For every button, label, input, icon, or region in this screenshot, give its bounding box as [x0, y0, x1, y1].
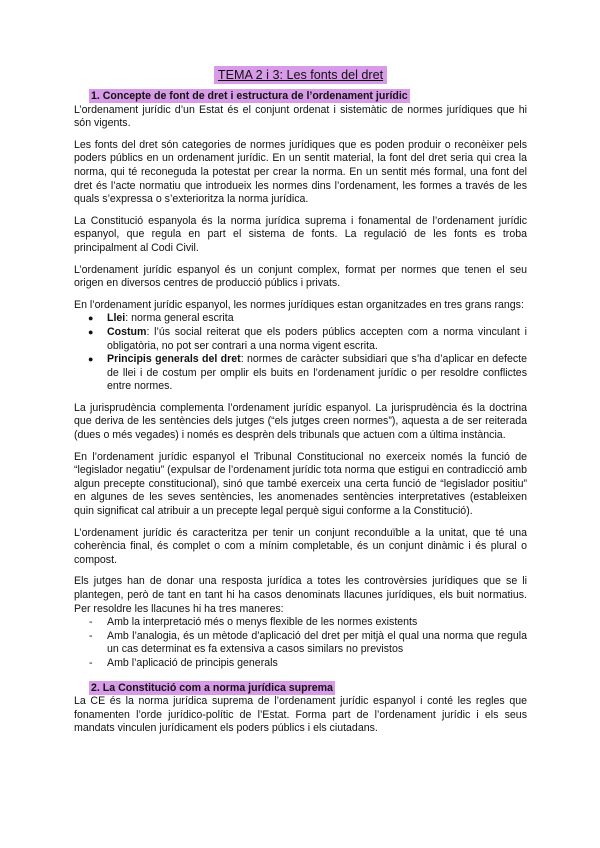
section-1-heading: 1. Concepte de font de dret i estructura de l’ordenament jurídic [91, 90, 408, 102]
paragraph: Les fonts del dret són categories de normes jurídiques que es poden produir o reconèixer pels poders públics en un ordenament jurídic. En un sentit material, la font del dret seria qui crea la norma, qui té reconeguda la potestat per crear la norma. En un sentit més formal, una font del dret és l’acte normatiu que introdueix les normes dins l’ordenament, les formes a través de les quals s’expressa o s’exterioritza la norma jurídica. [74, 138, 527, 206]
list-item: - Amb l’aplicació de principis generals [74, 657, 527, 671]
list-item [74, 326, 527, 353]
list-item-term: Llei [107, 312, 126, 325]
list-item-text: : normes de caràcter subsidiari que s’ha d’aplicar en defecte de llei i de costum per omplir els buits en l’ordenament jurídic o per resoldre conflictes entre normes. [107, 353, 527, 393]
paragraph: L’ordenament jurídic és caracteritza per tenir un conjunt reconduïble a la unitat, que té una coherència final, és complet o com a mínim completable, és un conjunt dinàmic i és plural o compost. [74, 526, 527, 566]
list-item: - Amb la interpretació més o menys flexible de les normes existents [74, 616, 527, 630]
list-item-text: : l’ús social reiterat que els poders públics accepten com a norma vinculant i obligatòria, no pot ser contrari a una norma vigent escrita. [107, 325, 527, 352]
paragraph: L’ordenament jurídic d’un Estat és el conjunt ordenat i sistemàtic de normes jurídiques que hi són vigents. [74, 103, 527, 130]
gaps-list [74, 616, 527, 670]
list-item-term: Principis generals del dret [107, 353, 241, 366]
paragraph: En l’ordenament jurídic espanyol, les normes jurídiques estan organitzades en tres grans rangs: [74, 298, 524, 311]
document-page [74, 66, 527, 744]
paragraph: La jurisprudència complementa l’ordenament jurídic espanyol. La jurisprudència és la doctrina que deriva de les sentències dels jutges (“els jutges creen normes”), aquesta a de ser reiterada (dues o més vegades) i només es desprèn dels tribunals que actuen com a última instància. [74, 401, 527, 442]
list-item-term: Costum [107, 325, 147, 338]
page-title: TEMA 2 i 3: Les fonts del dret [214, 66, 387, 84]
list-item [74, 353, 527, 394]
paragraph: En l’ordenament jurídic espanyol el Tribunal Constitucional no exerceix només la funció de “legislador negatiu” (expulsar de l’ordenament jurídic tota norma que estigui en contradicció amb algun precepte constitucional), sinó que també exerceix una certa funció de “legislador positiu” en algunes de les seves sentències, les anomenades sentències interpretatives (estableixen quin significat cal atribuir a un precepte legal perquè sigui conforme a la Constitució). [74, 450, 527, 518]
paragraph: L’ordenament jurídic espanyol és un conjunt complex, format per normes que tenen el seu origen en diversos centres de producció públics i privats. [74, 263, 527, 290]
paragraph: La Constitució espanyola és la norma jurídica suprema i fonamental de l’ordenament jurídic espanyol, que regula en part el sistema de fonts. La regulació de les fonts es troba principalment al Codi Civil. [74, 214, 527, 254]
paragraph: La CE és la norma jurídica suprema de l’ordenament jurídic espanyol i conté les regles que fonamenten l’orde jurídico-polític de l’Estat. Forma part de l’ordenament jurídic i els seus mandats vinculen jurídicament els poders públics i els ciutadans. [74, 695, 527, 735]
list-item-text: : norma general escrita [125, 312, 234, 325]
list-item: - Amb l’analogia, és un mètode d’aplicació del dret per mitjà el qual una norma que regula un cas determinat es fa extensiva a casos similars no previstos [74, 630, 527, 657]
title-container [74, 66, 527, 84]
paragraph: Els jutges han de donar una resposta jurídica a totes les controvèrsies jurídiques que se li plantegen, però de tant en tant hi ha casos denominats llacunes jurídiques, els buit normatius. Per resoldre les llacunes hi ha tres maneres: [74, 575, 527, 615]
list-item [74, 312, 527, 326]
ranks-list [74, 312, 527, 394]
section-2-heading: 2. La Constitució com a norma jurídica suprema [91, 681, 333, 694]
